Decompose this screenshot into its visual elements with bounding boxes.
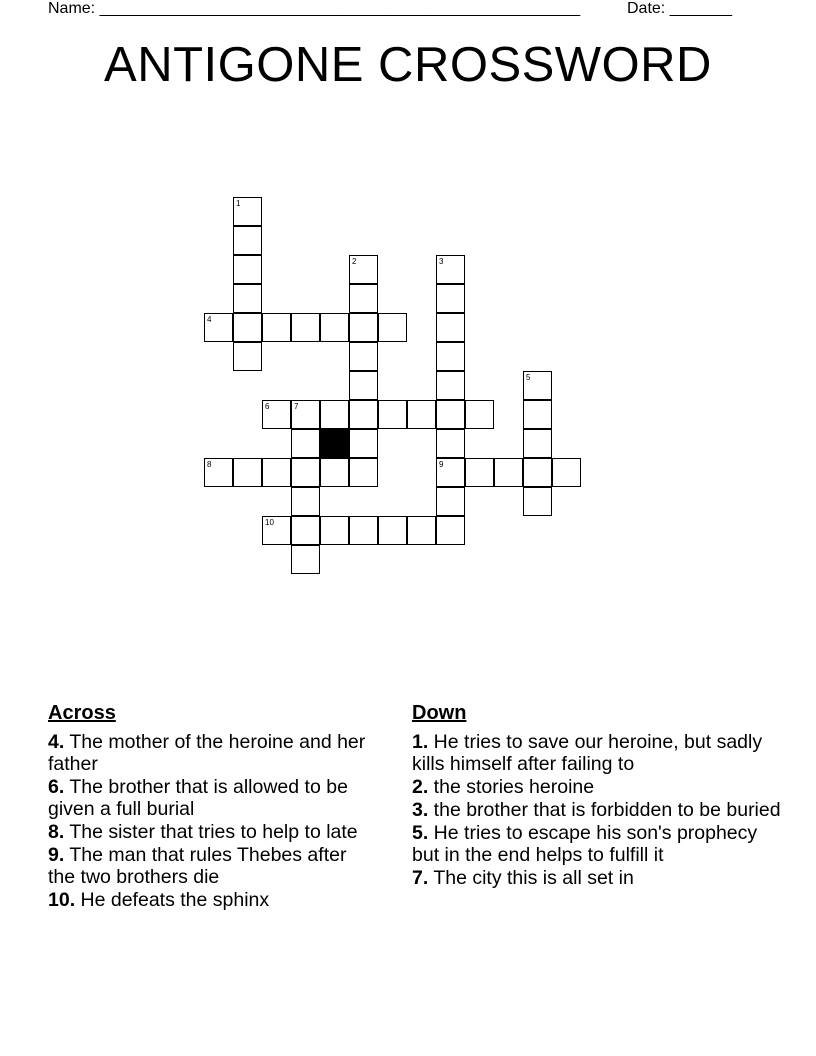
grid-cell[interactable] xyxy=(407,400,436,429)
cell-number: 5 xyxy=(526,373,531,382)
grid-cell[interactable] xyxy=(320,458,349,487)
cell-number: 8 xyxy=(207,460,212,469)
clue-across-4 xyxy=(48,731,378,775)
grid-cell[interactable] xyxy=(378,400,407,429)
grid-cell[interactable] xyxy=(378,313,407,342)
grid-cell[interactable] xyxy=(291,400,320,429)
cell-number: 6 xyxy=(265,402,270,411)
clue-down-5 xyxy=(412,822,782,866)
grid-cell[interactable] xyxy=(436,429,465,458)
grid-cell[interactable] xyxy=(233,284,262,313)
clue-text: He tries to save our heroine, but sadly kills himself after failing to xyxy=(412,731,763,775)
grid-cell[interactable] xyxy=(233,313,262,342)
clue-down-7 xyxy=(412,867,782,889)
grid-cell[interactable] xyxy=(349,516,378,545)
clue-number: 7. xyxy=(412,867,429,889)
clue-number: 1. xyxy=(412,731,429,753)
grid-cell[interactable] xyxy=(523,429,552,458)
clue-text: The man that rules Thebes after the two brothers die xyxy=(48,844,347,888)
grid-cell[interactable] xyxy=(436,284,465,313)
cell-number: 3 xyxy=(439,257,444,266)
cell-number: 4 xyxy=(207,315,212,324)
grid-cell[interactable] xyxy=(233,197,262,226)
clue-number: 4. xyxy=(48,731,65,753)
across-clues xyxy=(48,701,378,912)
grid-cell[interactable] xyxy=(233,342,262,371)
clue-text: He defeats the sphinx xyxy=(75,889,270,911)
clue-text: The mother of the heroine and her father xyxy=(48,731,366,775)
clue-number: 6. xyxy=(48,776,65,798)
down-clues xyxy=(412,701,782,890)
name-field-label: Name: ______________________________________________________ xyxy=(48,0,581,17)
grid-cell[interactable] xyxy=(552,458,581,487)
clue-down-2 xyxy=(412,776,782,798)
grid-cell[interactable] xyxy=(349,400,378,429)
grid-cell[interactable] xyxy=(523,458,552,487)
grid-cell[interactable] xyxy=(233,255,262,284)
clue-number: 9. xyxy=(48,844,65,866)
clue-text: the stories heroine xyxy=(428,776,595,798)
grid-cell[interactable] xyxy=(349,255,378,284)
grid-cell[interactable] xyxy=(465,458,494,487)
grid-cell[interactable] xyxy=(349,342,378,371)
grid-cell[interactable] xyxy=(349,429,378,458)
grid-black-square xyxy=(320,429,349,458)
grid-cell[interactable] xyxy=(436,255,465,284)
grid-cell[interactable] xyxy=(262,313,291,342)
grid-cell[interactable] xyxy=(465,400,494,429)
grid-cell[interactable] xyxy=(291,487,320,516)
grid-cell[interactable] xyxy=(320,516,349,545)
grid-cell[interactable] xyxy=(378,516,407,545)
clue-number: 3. xyxy=(412,799,429,821)
grid-cell[interactable] xyxy=(349,458,378,487)
cell-number: 7 xyxy=(294,402,299,411)
clue-across-6 xyxy=(48,776,378,820)
across-heading: Across xyxy=(48,702,116,724)
grid-cell[interactable] xyxy=(436,487,465,516)
cell-number: 10 xyxy=(265,518,274,527)
grid-cell[interactable] xyxy=(349,284,378,313)
grid-cell[interactable] xyxy=(436,400,465,429)
grid-cell[interactable] xyxy=(262,400,291,429)
clue-number: 8. xyxy=(48,821,65,843)
clue-across-8 xyxy=(48,821,378,843)
grid-cell[interactable] xyxy=(320,400,349,429)
clue-number: 10. xyxy=(48,889,76,911)
grid-cell[interactable] xyxy=(291,313,320,342)
grid-cell[interactable] xyxy=(233,226,262,255)
grid-cell[interactable] xyxy=(436,458,465,487)
grid-cell[interactable] xyxy=(436,516,465,545)
grid-cell[interactable] xyxy=(349,371,378,400)
grid-cell[interactable] xyxy=(436,313,465,342)
clue-down-1 xyxy=(412,731,782,775)
grid-cell[interactable] xyxy=(407,516,436,545)
clue-number: 2. xyxy=(412,776,429,798)
page-title: ANTIGONE CROSSWORD xyxy=(104,38,712,92)
cell-number: 1 xyxy=(236,199,241,208)
grid-cell[interactable] xyxy=(291,429,320,458)
clue-text: The brother that is allowed to be given a full burial xyxy=(48,776,348,820)
grid-cell[interactable] xyxy=(523,371,552,400)
grid-cell[interactable] xyxy=(494,458,523,487)
grid-cell[interactable] xyxy=(436,342,465,371)
clue-text: The city this is all set in xyxy=(428,867,634,889)
grid-cell[interactable] xyxy=(523,400,552,429)
clue-text: He tries to escape his son's prophecy but in the end helps to fulfill it xyxy=(412,822,758,866)
down-heading: Down xyxy=(412,702,467,724)
grid-cell[interactable] xyxy=(291,545,320,574)
clue-down-3 xyxy=(412,799,782,821)
clue-text: the brother that is forbidden to be buried xyxy=(428,799,781,821)
grid-cell[interactable] xyxy=(523,487,552,516)
grid-cell[interactable] xyxy=(320,313,349,342)
grid-cell[interactable] xyxy=(204,458,233,487)
clue-across-9 xyxy=(48,844,378,888)
grid-cell[interactable] xyxy=(291,516,320,545)
grid-cell[interactable] xyxy=(291,458,320,487)
clue-text: The sister that tries to help to late xyxy=(64,821,358,843)
grid-cell[interactable] xyxy=(204,313,233,342)
date-field-label: Date: _______ xyxy=(627,0,732,17)
clue-across-10 xyxy=(48,889,378,911)
grid-cell[interactable] xyxy=(262,516,291,545)
clue-number: 5. xyxy=(412,822,429,844)
grid-cell[interactable] xyxy=(233,458,262,487)
cell-number: 2 xyxy=(352,257,357,266)
grid-cell[interactable] xyxy=(436,371,465,400)
cell-number: 9 xyxy=(439,460,444,469)
grid-cell[interactable] xyxy=(349,313,378,342)
grid-cell[interactable] xyxy=(262,458,291,487)
